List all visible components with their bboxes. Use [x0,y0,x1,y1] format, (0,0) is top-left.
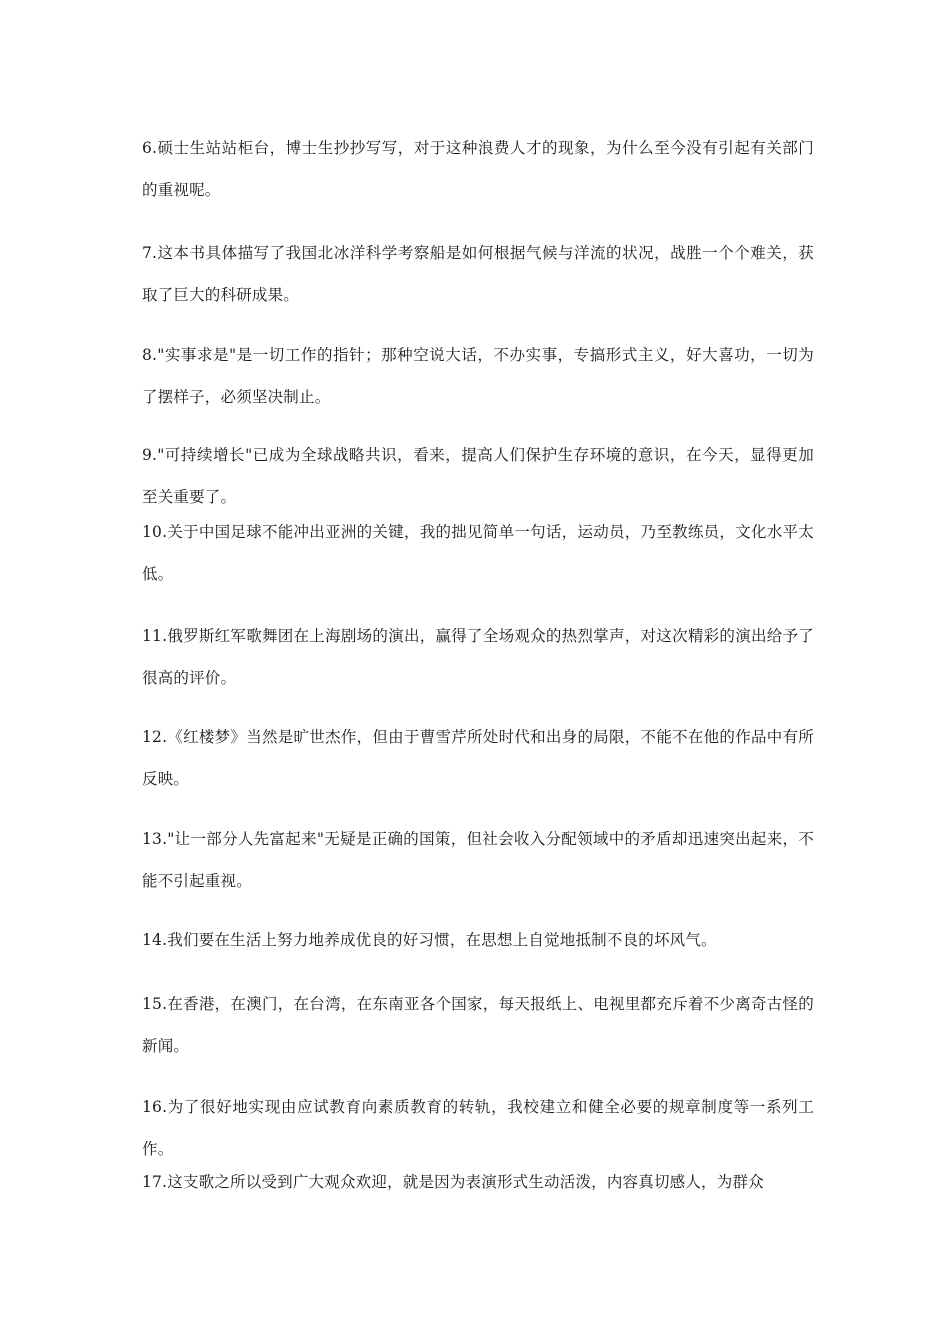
paragraph-15: 15.在香港，在澳门，在台湾，在东南亚各个国家，每天报纸上、电视里都充斥着不少离奇古怪的新闻。 [142,995,814,1055]
paragraph-11: 11.俄罗斯红军歌舞团在上海剧场的演出，赢得了全场观众的热烈掌声，对这次精彩的演出给予了很高的评价。 [142,627,814,687]
paragraph-13: 13."让一部分人先富起来"无疑是正确的国策，但社会收入分配领域中的矛盾却迅速突出起来，不能不引起重视。 [142,830,814,890]
paragraph-6: 6.硕士生站站柜台，博士生抄抄写写，对于这种浪费人才的现象，为什么至今没有引起有关部门的重视呢。 [142,139,814,199]
paragraph-16: 16.为了很好地实现由应试教育向素质教育的转轨，我校建立和健全必要的规章制度等一系列工作。 [142,1098,814,1158]
paragraph-17: 17.这支歌之所以受到广大观众欢迎，就是因为表演形式生动活泼，内容真切感人，为群众 [142,1173,764,1191]
paragraph-12: 12.《红楼梦》当然是旷世杰作，但由于曹雪芹所处时代和出身的局限，不能不在他的作品中有所反映。 [142,728,814,788]
paragraph-14: 14.我们要在生活上努力地养成优良的好习惯，在思想上自觉地抵制不良的坏风气。 [142,931,717,949]
paragraph-10: 10.关于中国足球不能冲出亚洲的关键，我的拙见简单一句话，运动员，乃至教练员，文化水平太低。 [142,523,814,583]
paragraph-9: 9."可持续增长"已成为全球战略共识，看来，提高人们保护生存环境的意识，在今天，显得更加至关重要了。 [142,446,814,506]
paragraph-8: 8."实事求是"是一切工作的指针；那种空说大话，不办实事，专搞形式主义，好大喜功，一切为了摆样子，必须坚决制止。 [142,346,814,406]
paragraph-7: 7.这本书具体描写了我国北冰洋科学考察船是如何根据气候与洋流的状况，战胜一个个难关，获取了巨大的科研成果。 [142,244,814,304]
